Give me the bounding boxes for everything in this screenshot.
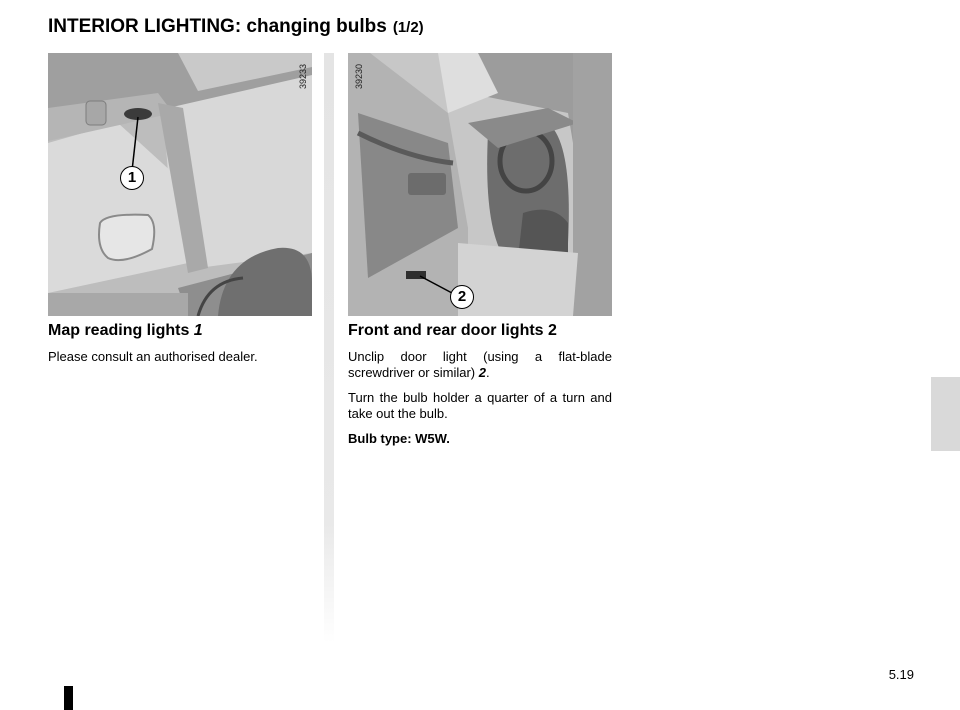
callout-1: 1 bbox=[120, 166, 144, 190]
instruction-turn-holder: Turn the bulb holder a quarter of a turn and take out the bulb. bbox=[348, 390, 612, 421]
page-part-indicator: (1/2) bbox=[392, 19, 424, 36]
map-reading-lights-section bbox=[48, 322, 312, 374]
map-reading-light-illustration bbox=[48, 53, 312, 316]
column-divider bbox=[324, 53, 334, 643]
figure-reference-code: 39233 bbox=[298, 63, 308, 89]
car-roof-drawing bbox=[48, 53, 312, 316]
page-title bbox=[48, 16, 424, 38]
page-title-text: INTERIOR LIGHTING: changing bulbs bbox=[48, 16, 387, 37]
page-number: 5.19 bbox=[888, 667, 914, 682]
section-heading: Map reading lights 1 bbox=[48, 322, 203, 339]
reference-number: 2 bbox=[478, 365, 486, 380]
corner-mark bbox=[64, 686, 73, 710]
callout-2: 2 bbox=[450, 285, 474, 309]
section-heading: Front and rear door lights 2 bbox=[348, 322, 557, 339]
heading-reference-number: 1 bbox=[193, 322, 203, 339]
door-light-illustration bbox=[348, 53, 612, 316]
open-door-drawing bbox=[348, 53, 612, 316]
chapter-tab bbox=[931, 377, 960, 451]
section-body: Please consult an authorised dealer. bbox=[48, 349, 258, 364]
instruction-unclip: Unclip door light (using a flat-blade screwdriver or similar) 2. bbox=[348, 349, 612, 380]
bulb-type: Bulb type: W5W. bbox=[348, 431, 450, 446]
figure-reference-code: 39230 bbox=[354, 63, 364, 89]
door-lights-section bbox=[348, 322, 612, 456]
